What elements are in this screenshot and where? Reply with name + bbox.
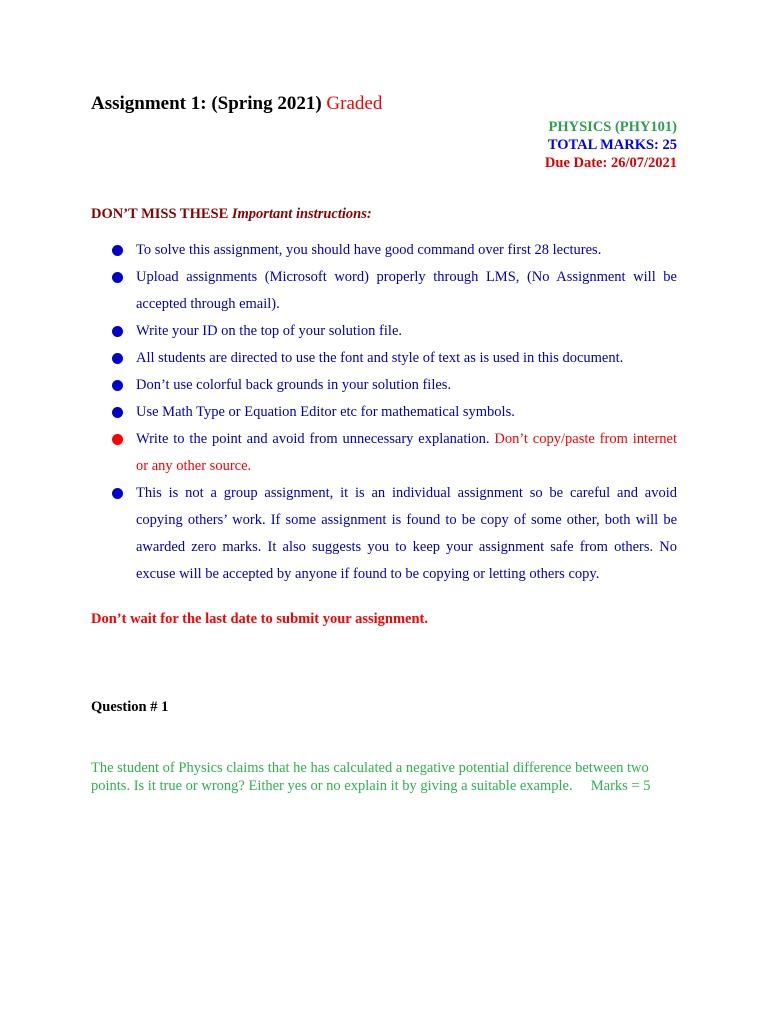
bullet-dot-icon [112, 272, 123, 283]
instructions-heading [91, 206, 372, 223]
instruction-text: Write to the point and avoid from unnecessary explanation. [136, 431, 490, 447]
question-body: The student of Physics claims that he has calculated a negative potential difference between two points. Is it true or wrong? Either yes or no explain it by giving a suitable example. [91, 760, 649, 794]
course-name: PHYSICS (PHY101) [548, 119, 677, 135]
question-text [91, 759, 691, 795]
bullet-dot-icon [112, 245, 123, 256]
instruction-item [111, 399, 677, 426]
instruction-text: Write your ID on the top of your solution file. [136, 323, 403, 339]
total-marks: TOTAL MARKS: 25 [547, 137, 677, 153]
instruction-item [111, 237, 677, 264]
instructions-list [111, 237, 677, 588]
instruction-text: All students are directed to use the font and style of text as is used in this document. [136, 350, 624, 366]
question-marks: Marks = 5 [590, 778, 651, 794]
graded-status: Graded [326, 93, 383, 114]
instruction-item [111, 318, 677, 345]
course-meta [545, 118, 677, 172]
bullet-dot-icon [112, 326, 123, 337]
instruction-item [111, 264, 677, 318]
instruction-text: Use Math Type or Equation Editor etc for mathematical symbols. [136, 404, 515, 420]
assignment-title [91, 93, 382, 115]
title-text: Assignment 1: (Spring 2021) [91, 93, 322, 114]
bullet-dot-icon [112, 434, 123, 445]
instruction-text: This is not a group assignment, it is an individual assignment so be careful and avoid copying others’ work. If some assignment is found to be copy of some other, both will be awarded zero marks. It also suggests you to keep your assignment safe from others. No excuse will be accepted by anyone if found to be copying or letting others copy. [136, 485, 677, 582]
bullet-dot-icon [112, 407, 123, 418]
instructions-heading-bold: DON’T MISS THESE [91, 206, 229, 222]
instruction-item [111, 480, 677, 588]
bullet-dot-icon [112, 488, 123, 499]
instruction-item [111, 345, 677, 372]
instructions-heading-italic: Important instructions: [231, 206, 372, 222]
instruction-item [111, 426, 677, 480]
instruction-text: To solve this assignment, you should have good command over first 28 lectures. [136, 242, 602, 258]
bullet-dot-icon [112, 353, 123, 364]
instruction-item [111, 372, 677, 399]
instruction-text: Upload assignments (Microsoft word) properly through LMS, (No Assignment will be accepted through email). [136, 269, 677, 312]
instruction-emphasis: Don’t copy/paste from internet or any other source. [136, 431, 677, 474]
bullet-dot-icon [112, 380, 123, 391]
question-label: Question # 1 [91, 699, 169, 715]
deadline-warning: Don’t wait for the last date to submit your assignment. [91, 611, 428, 627]
instruction-text: Don’t use colorful back grounds in your solution files. [136, 377, 452, 393]
due-date: Due Date: 26/07/2021 [544, 155, 677, 171]
